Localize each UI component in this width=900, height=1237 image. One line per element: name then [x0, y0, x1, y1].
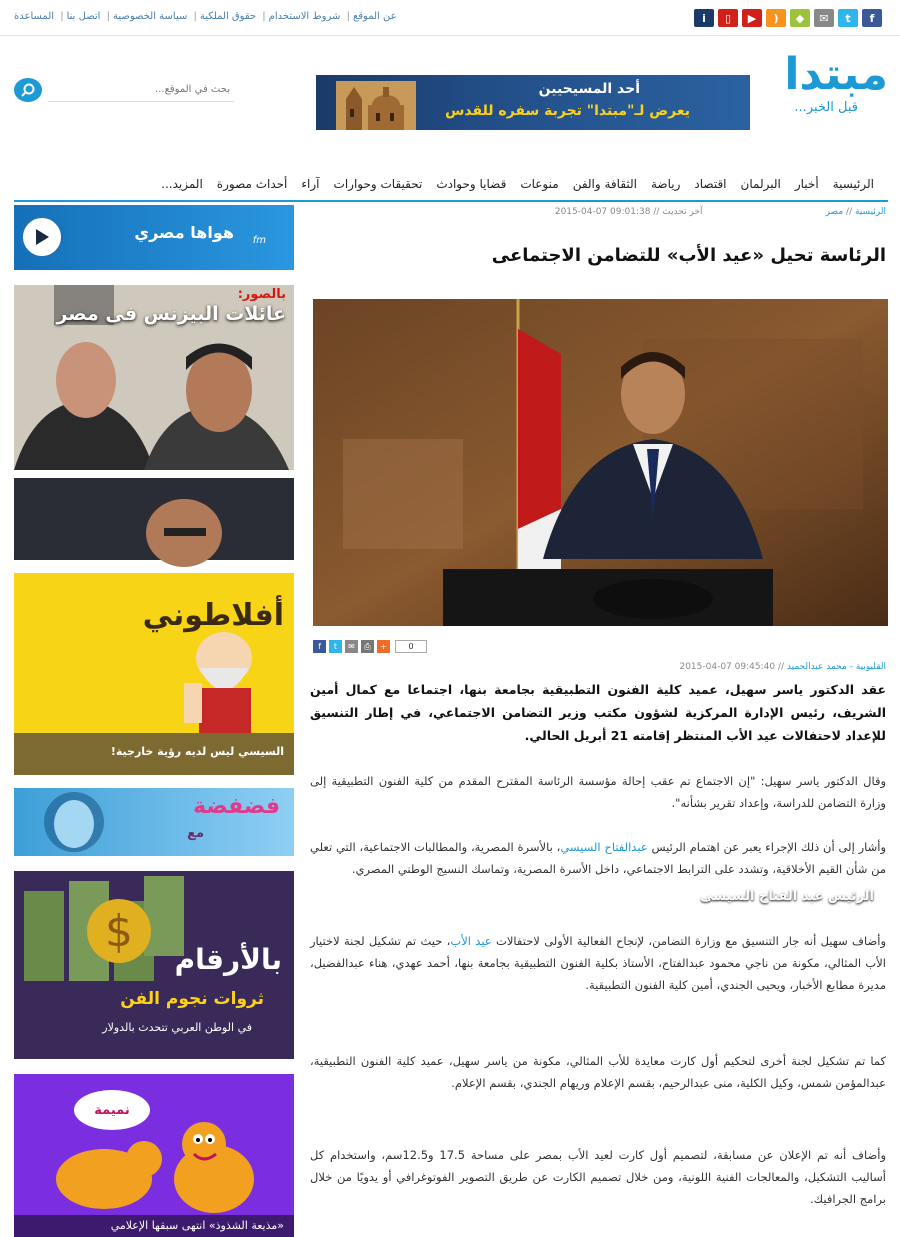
promo-title: بالأرقام: [174, 943, 282, 976]
link-privacy[interactable]: سياسة الخصوصية: [113, 11, 188, 22]
search-button[interactable]: [14, 78, 42, 102]
updated-label: آخر تحديث: [662, 207, 703, 217]
share-print-icon[interactable]: ⎙: [361, 640, 374, 653]
link-contact[interactable]: اتصل بنا: [66, 11, 101, 22]
promo-subtitle-2: في الوطن العربي تتحدث بالدولار: [102, 1021, 252, 1034]
fadfada-promo[interactable]: [14, 788, 294, 856]
android-icon[interactable]: ◆: [790, 9, 810, 27]
article-paragraph: كما تم تشكيل لجنة أخرى لتحكيم أول كارت معايدة للأب المثالي، مكونة من ياسر سهيل، عميد كلية الفنون التطبيقية، عبدالمؤمن شمس، وكيل الكلية، منى عبدالرحيم، بقسم الإعلام وريهام الجندي، بقسم الإعلام.: [310, 1054, 886, 1090]
nav-item[interactable]: آراء: [301, 177, 320, 191]
nameema-promo[interactable]: [14, 1074, 294, 1237]
nav-item[interactable]: البرلمان: [740, 177, 781, 191]
social-icons: [694, 9, 882, 27]
footer-links: عن الموقع| شروط الاستخدام| حقوق الملكية| سياسة الخصوصية| اتصل بنا| المساعدة: [14, 11, 397, 22]
site-logo[interactable]: [748, 50, 888, 140]
facebook-icon[interactable]: f: [862, 9, 882, 27]
breadcrumb-home[interactable]: الرئيسية: [855, 207, 886, 217]
nav-item[interactable]: تحقيقات وحوارات: [333, 177, 423, 191]
byline-location[interactable]: القليوبية: [855, 662, 886, 672]
play-icon[interactable]: [20, 215, 64, 259]
search-icon: [20, 82, 36, 98]
article-lead: عقد الدكتور ياسر سهيل، عميد كلية الفنون التطبيقية بجامعة بنها، اجتماعا مع كمال أمين الشريف، رئيس الإدارة المركزية لشؤون مكتب وزير التضامن الاجتماعي، في إطار التنسيق للإعداد لاحتفالات عيد الأب المنتظر إقامته 21 أبريل الحالي.: [310, 682, 886, 743]
link-copyright[interactable]: حقوق الملكية: [199, 11, 257, 22]
article-paragraph: وأشار إلى أن ذلك الإجراء يعبر عن اهتمام الرئيس عبدالفتاح السيسي، بالأسرة المصرية، والمطالبات الاجتماعية، التي تعلي من شأن القيم الأخلاقية، وتشدد على الترابط الاجتماعي، داخل الأسرة المصرية، وتماسك النسيج الوطني المصري.: [310, 840, 887, 876]
banner-subline: يعرض لـ"مبتدا" تجربة سفره للقدس: [445, 103, 690, 119]
image-caption: الرئيس عبد الفتاح السيسى: [700, 889, 874, 904]
share-count: 0: [395, 640, 427, 653]
promo-caption: السيسي ليس لديه رؤية خارجية!: [14, 733, 294, 775]
promo-caption: «مذيعة الشذوذ» انتهى سبقها الإعلامي: [14, 1215, 294, 1237]
promo-subtitle: مع: [187, 826, 204, 841]
woman-photo: [14, 788, 134, 856]
byline-author[interactable]: محمد عبدالحميد: [786, 662, 847, 672]
promo-subtitle: ثروات نجوم الفن: [120, 989, 264, 1009]
nav-item[interactable]: اقتصاد: [694, 177, 727, 191]
share-email-icon[interactable]: ✉: [345, 640, 358, 653]
promo-title: عائلات البيزنس فى مصر: [56, 303, 286, 325]
nav-item[interactable]: أحداث مصورة: [216, 177, 288, 191]
byline-time: 09:45:40 07-04-2015: [679, 662, 776, 672]
article-paragraph: وأضاف سهيل أنه جار التنسيق مع وزارة التضامن، لإنجاح الفعالية الأولى لاحتفالات عيد الأب، حيث تم تشكيل لجنة لاختيار الأب المثالي، مكونة من ناجي محمود عبدالفتاح، الأستاذ بكلية الفنون التطبيقية بجامعة بنها، أحمد عهدي، هناء عبدالفضيل، مديرة مطابع الأخبار، ويحيى الجندي، أمين كلية الفنون التطبيقية.: [310, 934, 886, 992]
promo-title: فضفضة: [193, 794, 280, 819]
nav-item[interactable]: قضايا وحوادث: [436, 177, 507, 191]
link-help[interactable]: المساعدة: [14, 11, 55, 22]
nav-item[interactable]: الثقافة والفن: [572, 177, 637, 191]
twitter-icon[interactable]: t: [838, 9, 858, 27]
share-twitter-icon[interactable]: t: [329, 640, 342, 653]
radio-ad[interactable]: [14, 205, 294, 270]
share-bar: [313, 640, 427, 653]
man-photo: [14, 478, 294, 560]
nav-item[interactable]: رياضة: [651, 177, 681, 191]
business-families-promo[interactable]: [14, 285, 294, 470]
link-terms[interactable]: شروط الاستخدام: [268, 11, 341, 22]
opinion-photo-promo[interactable]: [14, 478, 294, 560]
mobile-icon[interactable]: ▯: [718, 9, 738, 27]
logo-tagline: قبل الخبر...: [794, 100, 858, 115]
main-nav: [50, 170, 874, 198]
search-input[interactable]: [48, 78, 234, 102]
article-paragraph: وقال الدكتور ياسر سهيل: "إن الاجتماع تم عقب إحالة مؤسسة الرئاسة المقترح المقدم من كلية الفنون التطبيقية إلى وزارة التضامن للدراسة، وإعداد تقرير بشأنه".: [310, 774, 886, 810]
nav-item[interactable]: منوعات: [520, 177, 559, 191]
nav-divider: [14, 200, 888, 202]
nav-item[interactable]: أخبار: [794, 177, 819, 191]
radio-fm: fm: [252, 235, 266, 246]
radio-label: هواها مصري: [134, 223, 234, 242]
breadcrumb: الرئيسية // مصر آخر تحديث // 09:01:38 07-04-2015: [554, 207, 886, 217]
article-byline: القليوبية - محمد عبدالحميد // 09:45:40 07-04-2015: [679, 662, 886, 672]
email-icon[interactable]: ✉: [814, 9, 834, 27]
promo-kicker: بالصور:: [237, 287, 286, 302]
header-banner-ad[interactable]: [316, 75, 750, 130]
svg-text:$: $: [105, 906, 133, 957]
tag-link[interactable]: عيد الأب: [450, 934, 492, 948]
link-about[interactable]: عن الموقع: [352, 11, 397, 22]
article-title: الرئاسة تحيل «عيد الأب» للتضامن الاجتماعى: [491, 245, 886, 266]
share-facebook-icon[interactable]: f: [313, 640, 326, 653]
search-box: [14, 78, 234, 102]
nav-item[interactable]: المزيد...: [161, 177, 203, 191]
share-plus-icon[interactable]: +: [377, 640, 390, 653]
breadcrumb-section[interactable]: مصر: [825, 207, 844, 217]
rss-icon[interactable]: ): [766, 9, 786, 27]
numbers-promo[interactable]: [14, 871, 294, 1059]
tag-link[interactable]: عبدالفتاح السيسي: [560, 840, 648, 854]
updated-time: 09:01:38 07-04-2015: [554, 207, 651, 217]
banner-headline: أحد المسيحيين: [538, 81, 640, 97]
logo-text: مبتدا: [784, 49, 888, 100]
nav-item[interactable]: الرئيسية: [832, 177, 874, 191]
top-utility-bar: [0, 0, 900, 36]
promo-tag: نميمة: [74, 1090, 150, 1130]
birds-cartoon: [14, 1074, 294, 1237]
aflatouny-promo[interactable]: [14, 573, 294, 775]
youtube-icon[interactable]: ▶: [742, 9, 762, 27]
promo-title: أفلاطوني: [142, 598, 284, 633]
article-paragraph: وأضاف أنه تم الإعلان عن مسابقة، لتصميم أول كارت لعيد الأب بمصر على مساحة 17.5 و12.5سم، واستخدام كل أساليب التشكيل، والمعالجات الفنية اللونية، ومن خلال تصميم الكارت عن طريق التصوير الفوتوغرافي أو يدويًا من خلال برامج الجرافيك.: [310, 1148, 886, 1206]
info-icon[interactable]: i: [694, 9, 714, 27]
president-photo: [313, 299, 888, 626]
church-icon: [336, 81, 416, 130]
